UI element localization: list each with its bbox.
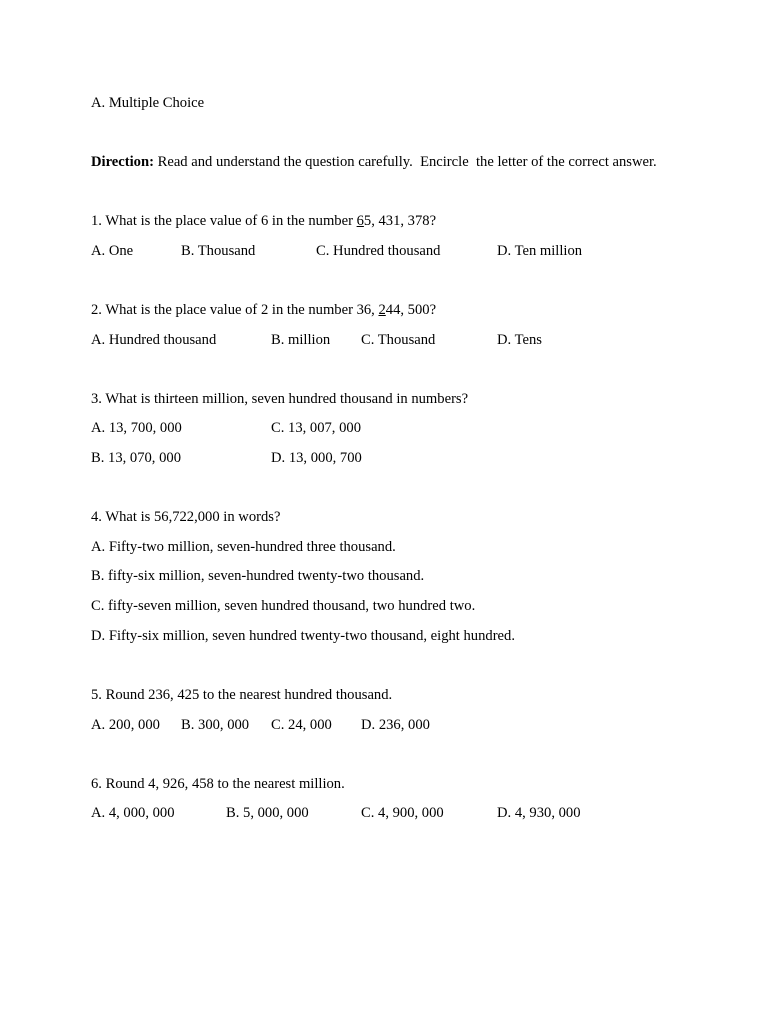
option-b: B. 5, 000, 000 [226,805,309,821]
option-d: D. Ten million [497,243,583,259]
question-number: 5. [91,687,102,703]
option-c: C. 24, 000 [271,717,332,733]
option-a: A. One [91,243,134,259]
option-b: B. 13, 070, 000 [91,450,181,466]
option-c: C. Hundred thousand [316,243,441,259]
question-text: What is the place value of 2 in the number 36, [101,302,379,318]
direction-label: Direction: [91,154,154,170]
question-text: What is 56,722,000 in words? [101,509,281,525]
question-text: 5, 431, 378? [363,213,437,229]
question-text: What is thirteen million, seven hundred thousand in numbers? [101,391,469,407]
option-a: A. Fifty-two million, seven-hundred three thousand. [91,539,396,555]
underlined-digit: 2 [378,302,386,318]
question-number: 3. [91,391,102,407]
option-d: D. Fifty-six million, seven hundred twenty-two thousand, eight hundred. [91,628,515,644]
question-number: 2. [91,302,102,318]
option-b: B. Thousand [181,243,256,259]
question-number: 1. [91,213,102,229]
direction-line [91,154,657,171]
question-3 [91,391,468,408]
option-b: B. million [271,332,331,348]
option-a: A. 4, 000, 000 [91,805,175,821]
option-a: A. 200, 000 [91,717,160,733]
direction-text: Read and understand the question carefully. Encircle the letter of the correct answer. [153,154,657,170]
question-number: 6. [91,776,102,792]
option-b: B. fifty-six million, seven-hundred twenty-two thousand. [91,568,425,584]
question-text: 44, 500? [385,302,437,318]
question-2 [91,302,436,319]
option-d: D. 4, 930, 000 [497,805,581,821]
question-text: Round 4, 926, 458 to the nearest million. [101,776,345,792]
question-6 [91,776,345,793]
option-a: A. Hundred thousand [91,332,217,348]
option-c: C. 13, 007, 000 [271,420,361,436]
underlined-digit: 6 [356,213,364,229]
option-c: C. fifty-seven million, seven hundred thousand, two hundred two. [91,598,476,614]
option-d: D. 236, 000 [361,717,430,733]
question-5 [91,687,392,704]
option-c: C. Thousand [361,332,436,348]
option-c: C. 4, 900, 000 [361,805,444,821]
question-text: What is the place value of 6 in the number [101,213,357,229]
option-d: D. 13, 000, 700 [271,450,362,466]
question-text: Round 236, 425 to the nearest hundred thousand. [101,687,393,703]
question-1 [91,213,436,230]
option-b: B. 300, 000 [181,717,250,733]
question-number: 4. [91,509,102,525]
option-a: A. 13, 700, 000 [91,420,182,436]
option-d: D. Tens [497,332,542,348]
question-4 [91,509,280,526]
section-title: A. Multiple Choice [91,95,205,111]
